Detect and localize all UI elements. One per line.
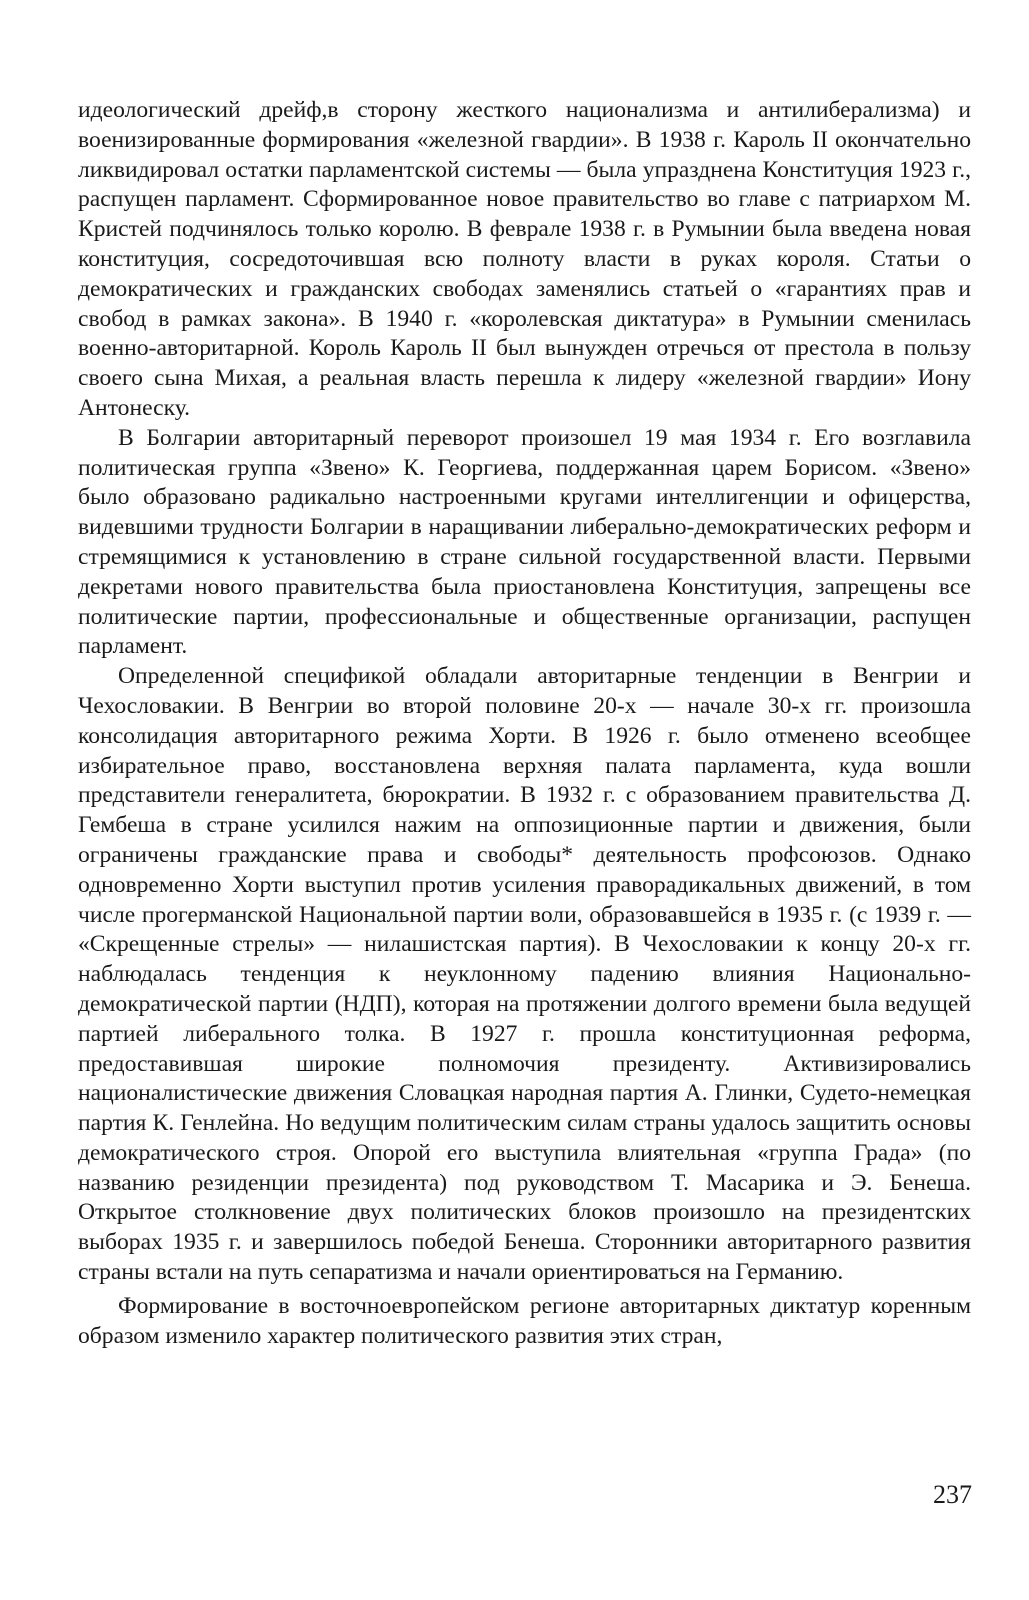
paragraph-conclusion: Формирование в восточноевропейском регионе авторитарных диктатур коренным образом изменило характер политического развития этих стран, <box>78 1292 971 1349</box>
page-number: 237 <box>933 1480 972 1509</box>
page-body <box>78 96 971 1351</box>
paragraph-romania: идеологический дрейф,в сторону жесткого национализма и антилиберализма) и военизированные формирования «железной гвардии». В 1938 г. Кароль II окончательно ликвидировал остатки парламентской системы — была упразднена Конституция 1923 г., распущен парламент. Сформированное новое правительство во главе с патриархом М. Кристей подчинялось только королю. В феврале 1938 г. в Румынии была введена новая конституция, сосредоточившая всю полноту власти в руках короля. Статьи о демократических и гражданских свободах заменялись статьей о «гарантиях прав и свобод в рамках закона». В 1940 г. «королевская диктатура» в Румынии сменилась военно-авторитарной. Король Кароль II был вынужден отречься от престола в пользу своего сына Михая, а реальная власть перешла к лидеру «железной гвардии» Иону Антонеску. <box>78 97 971 421</box>
paragraph-hungary-czechoslovakia: Определенной спецификой обладали авторитарные тенденции в Венгрии и Чехословакии. В Венгрии во второй половине 20-х — начале 30-х гг. произошла консолидация авторитарного режима Хорти. В 1926 г. было отменено всеобщее избирательное право, восстановлена верхняя палата парламента, куда вошли представители генералитета, бюрократии. В 1932 г. с образованием правительства Д. Гембеша в стране усилился нажим на оппозиционные партии и движения, были ограничены гражданские права и свободы* деятельность профсоюзов. Однако одновременно Хорти выступил против усиления праворадикальных движений, в том числе прогерманской Национальной партии воли, образовавшейся в 1935 г. (с 1939 г. — «Скрещенные стрелы» — нилашистская партия). В Чехословакии к концу 20-х гг. наблюдалась тенденция к неуклонному падению влияния Национально-демократической партии (НДП), которая на протяжении долгого времени была ведущей партией либерального толка. В 1927 г. прошла конституционная реформа, предоставившая широкие полномочия президенту. Активизировались националистические движения Словацкая народная партия А. Глинки, Судето-немецкая партия К. Генлейна. Но ведущим политическим силам страны удалось защитить основы демократического строя. Опорой его выступила влиятельная «группа Града» (по названию резиденции президента) под руководством Т. Масарика и Э. Бенеша. Открытое столкновение двух политических блоков произошло на президентских выборах 1935 г. и завершилось победой Бенеша. Сторонники авторитарного развития страны встали на путь сепаратизма и начали ориентироваться на Германию. <box>78 663 971 1286</box>
paragraph-bulgaria: В Болгарии авторитарный переворот произошел 19 мая 1934 г. Его возглавила политическая группа «Звено» К. Георгиева, поддержанная царем Борисом. «Звено» было образовано радикально настроенными кругами интеллигенции и офицерства, видевшими трудности Болгарии в наращивании либерально-демократических реформ и стремящимися к установлению в стране сильной государственной власти. Первыми декретами нового правительства была приостановлена Конституция, запрещены все политические партии, профессиональные и общественные организации, распущен парламент. <box>78 424 971 660</box>
